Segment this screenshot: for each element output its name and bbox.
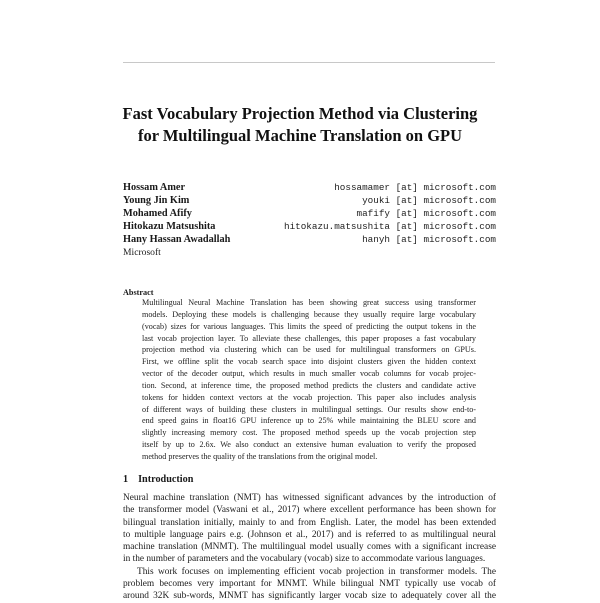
author-name: Mohamed Afify <box>123 208 192 219</box>
title-line-1: Fast Vocabulary Projection Method via Clustering <box>122 104 478 123</box>
author-name: Hossam Amer <box>123 182 186 193</box>
title-line-2: for Multilingual Machine Translation on GPU <box>137 126 463 145</box>
section-number: 1 <box>123 474 129 485</box>
author-email: mafify [at] microsoft.com <box>356 208 496 219</box>
abstract-heading: Abstract <box>123 288 154 297</box>
author-row <box>123 220 496 233</box>
body-line: the transformer model (Vaswani et al., 2017) where excellent performance has been shown for <box>123 505 496 516</box>
abstract-line: slightly increasing memory cost. The proposed method speeds up the vocab projection step <box>142 428 476 438</box>
body-line: problem becomes very important for MNMT. While bilingual NMT typically use vocab of <box>123 579 496 590</box>
author-email: youki [at] microsoft.com <box>362 195 496 206</box>
abstract-line: Multilingual Neural Machine Translation has been showing great success using transformer <box>142 298 476 307</box>
abstract-line: last vocab projection layer. To alleviate these challenges, this paper proposes a fast vocabulary <box>142 333 476 343</box>
body-line: around 32K sub-words, MNMT has significantly larger vocab size to adequately cover all the <box>123 591 496 602</box>
body-line: in the number of parameters and the vocabulary (vocab) size to accommodate various languages. <box>123 554 486 565</box>
author-row <box>123 194 496 207</box>
abstract-line: end speed gains in float16 GPU inference up to 25% while maintaining the BLEU score and <box>142 416 476 426</box>
author-block <box>123 181 496 259</box>
author-name: Hitokazu Matsushita <box>123 221 216 232</box>
author-email: hitokazu.matsushita [at] microsoft.com <box>283 221 496 232</box>
abstract-line: vector of the decoder output, which results in much smaller vocab columns for vocab projec- <box>142 369 476 379</box>
abstract-line: method preserves the quality of the translations from the original model. <box>142 451 378 461</box>
author-row <box>123 207 496 220</box>
author-name: Hany Hassan Awadallah <box>123 234 231 245</box>
body-line: machine translation (MNMT). The multilingual model usually comes with a significant increase <box>123 542 496 553</box>
body-line: to multiple language pairs e.g. (Johnson et al., 2017) and is referred to as multilingual neural <box>123 529 496 540</box>
body-line: bilingual translation initially, mainly to and from English. Later, the model has been extended <box>123 517 496 528</box>
abstract-line: models. Deploying these models is challenging because they usually require large vocabulary <box>142 309 476 319</box>
header-rule <box>123 62 495 63</box>
abstract-line: of different ways of building these clusters in multilingual settings. Our results show end-to- <box>142 404 476 414</box>
affiliation: Microsoft <box>123 247 161 258</box>
author-name: Young Jin Kim <box>123 195 190 206</box>
author-email: hanyh [at] microsoft.com <box>362 234 496 245</box>
section-heading <box>123 473 193 486</box>
abstract-line: First, we offline split the vocab search space into disjoint clusters given the hidden context <box>142 357 476 367</box>
paper-title <box>100 103 500 147</box>
abstract-line: (vocab) sizes for various languages. This limits the speed of predicting the output tokens in the <box>142 321 476 331</box>
abstract-line: tion. Second, at inference time, the proposed method predicts the clusters and candidate active <box>142 380 476 390</box>
author-row <box>123 181 496 194</box>
author-email: hossamamer [at] microsoft.com <box>334 182 496 193</box>
abstract-body <box>142 297 476 463</box>
author-row <box>123 233 496 246</box>
introduction-body <box>123 492 496 603</box>
section-title: Introduction <box>138 474 194 485</box>
abstract-line: itself by up to 2.6x. We also conduct an extensive human evaluation to verify the proposed <box>142 440 476 450</box>
abstract-line: tokens for hidden context vectors at the vocab projection. This paper also includes analysis <box>142 392 476 402</box>
abstract-line: projection method via clustering which can be used for multilingual transformers on GPUs. <box>142 345 476 355</box>
body-line: Neural machine translation (NMT) has witnessed significant advances by the introduction of <box>123 493 496 503</box>
body-line: This work focuses on implementing efficient vocab projection in transformer models. The <box>137 566 496 577</box>
